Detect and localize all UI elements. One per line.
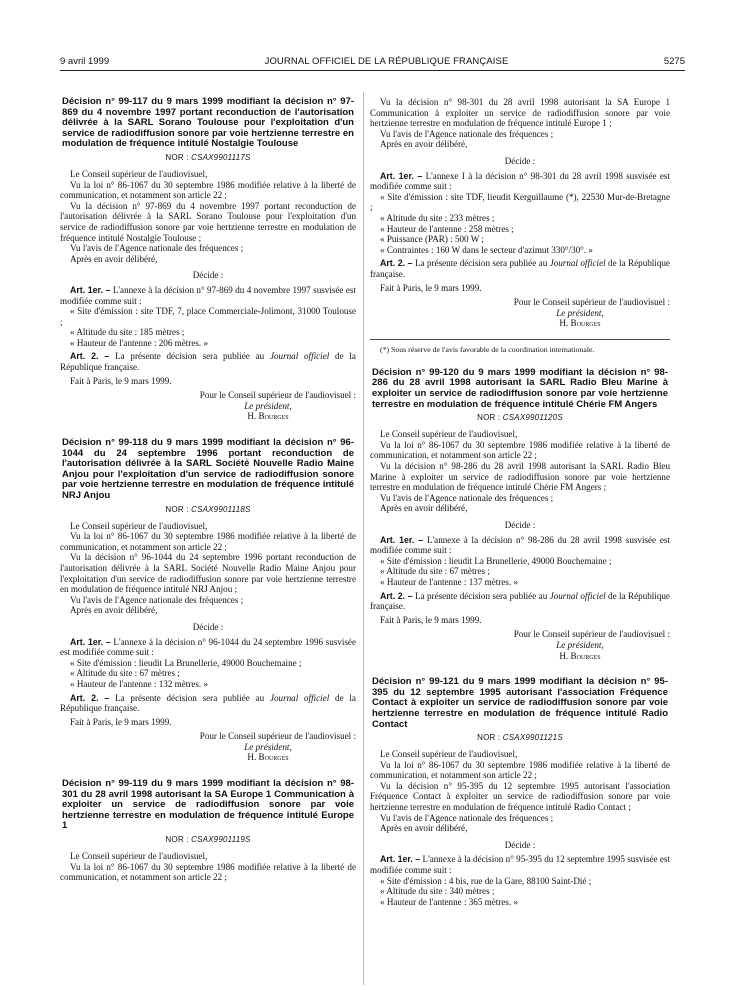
journal-officiel: Journal officiel [549, 258, 606, 269]
visa-law: Vu la loi n° 86-1067 du 30 septembre 1986 modifiée relative à la liberté de communication, et notamment son article 22 ; [60, 531, 356, 552]
article-1 [370, 854, 670, 875]
annex-line: « Site d'émission : lieudit La Brunellerie, 49000 Bouchemaine ; [70, 657, 302, 668]
signature-name: H. Bourges [247, 411, 289, 422]
visa-anf: Vu l'avis de l'Agence nationale des fréquences ; [380, 492, 554, 503]
article-text: La présente décision sera publiée au [115, 692, 270, 703]
preamble: Le Conseil supérieur de l'audiovisuel, [70, 168, 208, 179]
nor-code: CSAX9901117S [191, 152, 251, 162]
nor-prefix: NOR : [477, 413, 501, 423]
nor-code: CSAX9901120S [502, 413, 563, 423]
article-2 [370, 258, 670, 279]
article-text: L'annexe à la décision n° 96-1044 du 24 septembre 1996 susvisée est modifiée comme suit : [60, 636, 356, 658]
article-text: La présente décision sera publiée au [115, 351, 270, 362]
deliberation: Après en avoir délibéré, [380, 823, 468, 834]
visa-anf: Vu l'avis de l'Agence nationale des fréquences ; [380, 128, 554, 139]
annex-line: « Altitude du site : 233 mètres ; [380, 212, 495, 223]
journal-officiel: Journal officiel [269, 351, 330, 362]
article-label: Art. 2. – [380, 258, 413, 269]
visa-anf: Vu l'avis de l'Agence nationale des fréquences ; [380, 812, 554, 823]
place-date: Fait à Paris, le 9 mars 1999. [70, 375, 172, 386]
visa-decision: Vu la décision n° 95-395 du 12 septembre 1995 autorisant l'association Fréquence Contact à exploiter un service de radiodiffusion sonore par voie hertzienne terrestre en modulation de fréquence intitulé Radio Contact ; [370, 780, 670, 813]
annex-line: « Hauteur de l'antenne : 365 mètres. » [380, 896, 519, 907]
footnote-text: (*) Sous réserve de l'avis favorable de la coordination internationale. [380, 344, 595, 354]
article-label: Art. 1er. – [380, 534, 424, 545]
nor-prefix: NOR : [165, 504, 189, 514]
visa-decision: Vu la décision n° 97-869 du 4 novembre 1997 portant reconduction de l'autorisation délivrée à la SARL Sorano Toulouse pour l'exploitation d'un service de radiodiffusion sonore par voie hertzienne terrestre en modulation de fréquence intitulé Nostalgie Toulouse ; [60, 200, 356, 243]
decision-99-119-start [60, 779, 356, 883]
decision-title: Décision n° 99-120 du 9 mars 1999 modifiant la décision n° 98-286 du 28 avril 1998 autorisant la SARL Radio Bleu Marine à exploiter un service de radiodiffusion sonore par voie hertzienne terrestre en modulation de fréquence intitulé Chérie FM Angers [372, 366, 668, 410]
signature-intro: Pour le Conseil supérieur de l'audiovisuel : [513, 297, 670, 308]
article-2 [370, 591, 670, 612]
visa-law: Vu la loi n° 86-1067 du 30 septembre 1986 modifiée relative à la liberté de communication, et notamment son article 22 ; [60, 179, 356, 201]
annex-line: « Site d'émission : lieudit La Brunellerie, 49000 Bouchemaine ; [380, 555, 612, 566]
header-rule [60, 70, 685, 71]
preamble: Le Conseil supérieur de l'audiovisuel, [70, 520, 208, 531]
article-text: L'annexe à la décision n° 98-286 du 28 avril 1998 susvisée est modifiée comme suit : [370, 534, 670, 556]
annex-line: « Hauteur de l'antenne : 132 mètres. » [70, 678, 209, 689]
article-2 [60, 351, 356, 372]
signature-name: H. Bourges [559, 318, 601, 329]
visa-decision: Vu la décision n° 98-301 du 28 avril 1998 autorisant la SA Europe 1 Communication à exploiter un service de radiodiffusion sonore par voie hertzienne terrestre en modulation de fréquence intitulé Europe 1 ; [370, 97, 670, 129]
article-1 [60, 637, 356, 658]
annex-line: « Puissance (PAR) : 500 W ; [380, 234, 484, 245]
header-date: 9 avril 1999 [60, 56, 110, 67]
article-1 [370, 171, 670, 192]
visa-anf: Vu l'avis de l'Agence nationale des fréquences ; [70, 243, 244, 254]
decision-title: Décision n° 99-119 du 9 mars 1999 modifiant la décision n° 98-301 du 28 avril 1998 autorisant la SA Europe 1 Communication à exploiter un service de radiodiffusion sonore par voie hertzienne terrestre en modulation de fréquence intitulé Europe 1 [62, 778, 354, 832]
signature-intro: Pour le Conseil supérieur de l'audiovisuel : [199, 390, 356, 401]
annex-line: « Altitude du site : 67 mètres ; [380, 566, 490, 577]
decide-heading: Décide : [192, 621, 224, 632]
right-column [370, 97, 670, 990]
visa-law: Vu la loi n° 86-1067 du 30 septembre 1986 modifiée relative à la liberté de communication, et notamment son article 22 ; [370, 759, 670, 781]
nor-prefix: NOR : [477, 733, 501, 743]
decision-99-121 [370, 677, 670, 907]
preamble: Le Conseil supérieur de l'audiovisuel, [380, 429, 518, 440]
annex-line: « Site d'émission : 4 bis, rue de la Gare, 88100 Saint-Dié ; [380, 875, 592, 886]
article-label: Art. 2. – [70, 351, 110, 362]
nor-reference [60, 153, 356, 162]
article-1 [370, 535, 670, 556]
visa-law: Vu la loi n° 86-1067 du 30 septembre 1986 modifiée relative à la liberté de communication, et notamment son article 22 ; [60, 861, 356, 883]
deliberation: Après en avoir délibéré, [70, 605, 158, 616]
column-separator [363, 92, 364, 985]
decide-heading: Décide : [192, 270, 224, 281]
article-text: L'annexe I à la décision n° 98-301 du 28 avril 1998 susvisée est modifiée comme suit : [370, 170, 670, 192]
article-text: La présente décision sera publiée au [414, 258, 550, 269]
annex-line: « Altitude du site : 340 mètres ; [380, 886, 495, 897]
footnote [370, 339, 670, 354]
article-2 [60, 693, 356, 714]
article-text: L'annexe à la décision n° 95-395 du 12 septembre 1995 susvisée est modifiée comme suit : [370, 854, 670, 876]
preamble: Le Conseil supérieur de l'audiovisuel, [70, 851, 208, 862]
deliberation: Après en avoir délibéré, [380, 503, 468, 514]
signature-role: Le président, [244, 741, 292, 752]
signature-role: Le président, [556, 639, 604, 650]
nor-reference [60, 835, 356, 844]
nor-code: CSAX9901118S [191, 504, 251, 514]
signature-intro: Pour le Conseil supérieur de l'audiovisuel : [199, 731, 356, 742]
deliberation: Après en avoir délibéré, [70, 253, 158, 264]
decision-99-117 [60, 97, 356, 422]
annex-line: « Hauteur de l'antenne : 206 mètres. » [70, 337, 209, 348]
preamble: Le Conseil supérieur de l'audiovisuel, [380, 749, 518, 760]
annex-line: « Altitude du site : 67 mètres ; [70, 668, 180, 679]
header-page-number: 5275 [663, 56, 685, 67]
signature-name: H. Bourges [247, 752, 289, 763]
annex-line: « Site d'émission : site TDF, 7, place Commerciale-Jolimont, 31000 Toulouse ; [60, 306, 356, 327]
article-label: Art. 1er. – [380, 854, 421, 865]
article-text: La présente décision sera publiée au [414, 590, 550, 601]
annex-line: « Altitude du site : 185 mètres ; [70, 327, 185, 338]
decision-title: Décision n° 99-121 du 9 mars 1999 modifiant la décision n° 95-395 du 12 septembre 1995 autorisant l'association Fréquence Contact à exploiter un service de radiodiffusion sonore par voie hertzienne terrestre en modulation de fréquence intitulé Radio Contact [372, 676, 668, 730]
signature-name: H. Bourges [559, 650, 601, 661]
article-text: L'annexe à la décision n° 97-869 du 4 novembre 1997 susvisée est modifiée comme suit : [60, 284, 356, 306]
nor-prefix: NOR : [165, 152, 189, 162]
signature-intro: Pour le Conseil supérieur de l'audiovisuel : [513, 629, 670, 640]
article-label: Art. 1er. – [70, 636, 111, 647]
decision-title: Décision n° 99-118 du 9 mars 1999 modifiant la décision n° 96-1044 du 24 septembre 1996 portant reconduction de l'autorisation délivrée à la SARL Société Nouvelle Radio Maine Anjou pour l'exploitation d'un service de radiodiffusion sonore par voie hertzienne terrestre en modulation de fréquence intitulé NRJ Anjou [62, 437, 354, 501]
article-label: Art. 2. – [380, 590, 413, 601]
visa-decision: Vu la décision n° 96-1044 du 24 septembre 1996 portant reconduction de l'autorisation délivrée à la SARL Société Nouvelle Radio Maine Anjou pour l'exploitation d'un service de radiodiffusion sonore par voie hertzienne terrestre en modulation de fréquence intitulé NRJ Anjou ; [60, 552, 356, 595]
article-label: Art. 1er. – [380, 170, 423, 181]
place-date: Fait à Paris, le 9 mars 1999. [70, 716, 172, 727]
decide-heading: Décide : [504, 155, 536, 166]
nor-prefix: NOR : [165, 835, 189, 845]
article-text: de la République française. [370, 590, 670, 612]
signature-role: Le président, [244, 400, 292, 411]
visa-law: Vu la loi n° 86-1067 du 30 septembre 1986 modifiée relative à la liberté de communication, et notamment son article 22 ; [370, 439, 670, 461]
left-column [60, 97, 356, 990]
article-label: Art. 2. – [70, 692, 110, 703]
page-header [60, 56, 685, 70]
nor-code: CSAX9901119S [191, 835, 251, 845]
annex-line: « Site d'émission : site TDF, lieudit Kerguillaume (*), 22530 Mur-de-Bretagne ; [370, 191, 670, 213]
decide-heading: Décide : [504, 839, 536, 850]
article-text: de la République française. [60, 692, 356, 714]
place-date: Fait à Paris, le 9 mars 1999. [380, 282, 482, 293]
nor-reference [370, 733, 670, 742]
decision-99-118 [60, 438, 356, 763]
nor-reference [60, 505, 356, 514]
header-journal-title: JOURNAL OFFICIEL DE LA RÉPUBLIQUE FRANÇAISE [264, 56, 509, 67]
nor-reference [370, 413, 670, 422]
article-label: Art. 1er. – [70, 284, 111, 295]
place-date: Fait à Paris, le 9 mars 1999. [380, 614, 482, 625]
visa-decision: Vu la décision n° 98-286 du 28 avril 1998 autorisant la SARL Radio Bleu Marine à exploiter un service de radiodiffusion sonore par voie hertzienne terrestre en modulation de fréquence intitulé Chérie FM Angers ; [370, 461, 670, 493]
journal-officiel: Journal officiel [269, 692, 330, 703]
annex-line: « Contraintes : 160 W dans le secteur d'azimut 330°/30°. » [380, 244, 593, 255]
deliberation: Après en avoir délibéré, [380, 139, 468, 150]
nor-code: CSAX9901121S [502, 733, 563, 743]
annex-line: « Hauteur de l'antenne : 258 mètres ; [380, 223, 514, 234]
decide-heading: Décide : [504, 520, 536, 530]
article-1 [60, 285, 356, 306]
journal-officiel: Journal officiel [549, 590, 606, 601]
decision-99-119-continued [370, 97, 670, 354]
annex-line: « Hauteur de l'antenne : 137 mètres. » [380, 576, 519, 587]
decision-title: Décision n° 99-117 du 9 mars 1999 modifiant la décision n° 97-869 du 4 novembre 1997 portant reconduction de l'autorisation délivrée à la SARL Sorano Toulouse pour l'exploitation d'un service de radiodiffusion sonore par voie hertzienne terrestre en modulation de fréquence intitulé Nostalgie Toulouse [62, 97, 354, 150]
signature-role: Le président, [556, 307, 604, 318]
article-text: de la République française. [60, 351, 356, 373]
visa-anf: Vu l'avis de l'Agence nationale des fréquences ; [70, 594, 244, 605]
article-text: de la République française. [370, 258, 670, 279]
decision-99-120 [370, 368, 670, 661]
